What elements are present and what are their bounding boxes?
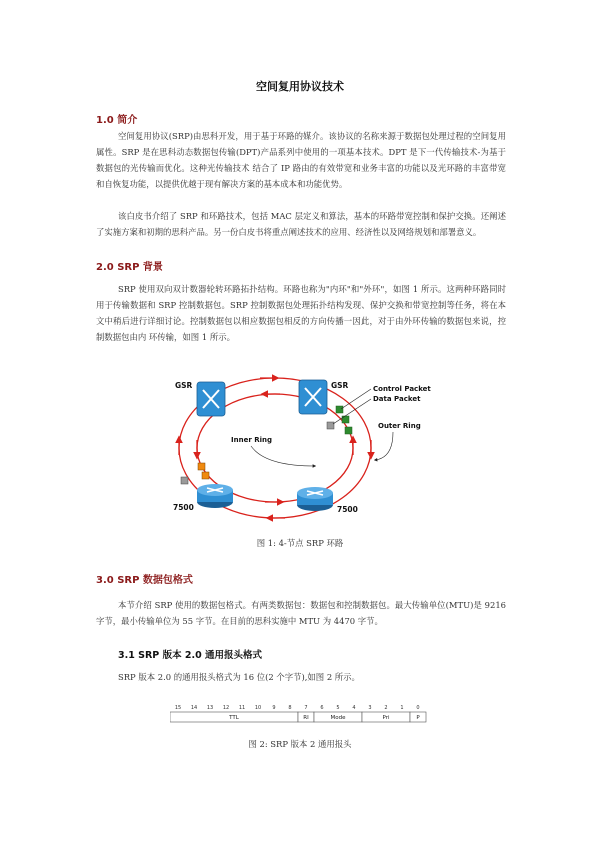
label-gsr-left: GSR bbox=[175, 381, 193, 390]
label-7500-right: 7500 bbox=[337, 505, 358, 514]
bit-label: 11 bbox=[238, 705, 246, 711]
gsr-router-left-icon bbox=[197, 382, 225, 416]
srp-header-diagram bbox=[170, 703, 434, 727]
bit-label: 12 bbox=[222, 705, 230, 711]
page-title: 空间复用协议技术 bbox=[256, 80, 344, 93]
bit-label: 5 bbox=[336, 705, 340, 711]
bit-label: 4 bbox=[352, 705, 356, 711]
bit-label: 2 bbox=[384, 705, 388, 711]
header-field-label: TTL bbox=[229, 715, 239, 721]
control-packet-pointer bbox=[341, 389, 371, 409]
label-control-packet: Control Packet bbox=[373, 385, 431, 393]
bit-label: 15 bbox=[174, 705, 182, 711]
data-packet-icon bbox=[327, 422, 334, 429]
router-7500-right-icon bbox=[297, 487, 333, 511]
section-1-paragraph-2: 该白皮书介绍了 SRP 和环路技术，包括 MAC 层定义和算法，基本的环路带宽控制和保护交换。还阐述了实施方案和初期的思科产品。另一份白皮书将重点阐述技术的应用、经济性以及网络规划和部署意义。 bbox=[96, 211, 506, 237]
label-7500-left: 7500 bbox=[173, 503, 194, 512]
header-field-label: P bbox=[416, 715, 420, 721]
outer-ring-pointer bbox=[375, 432, 393, 460]
section-1-paragraph-1: 空间复用协议(SRP)由思科开发，用于基于环路的媒介。该协议的名称来源于数据包处理过程的空间复用属性。SRP 是在思科动态数据包传输(DPT)产品系列中使用的一项基本技术。DPT 是下一代传输技术-为基于数据包的光传输而优化。这种光传输技术 结合了 IP 路由的有效带宽和业务丰富的功能以及光环路的丰富带宽和自恢复功能，以提供优越于现有解决方案的基本成本和功能优势。 bbox=[96, 131, 506, 189]
bit-label: 14 bbox=[190, 705, 198, 711]
bit-label: 1 bbox=[400, 705, 404, 711]
bit-label: 3 bbox=[368, 705, 372, 711]
figure-2-caption: 图 2: SRP 版本 2 通用报头 bbox=[248, 739, 352, 749]
section-2-heading: 2.0 SRP 背景 bbox=[96, 262, 163, 273]
section-1-heading: 1.0 简介 bbox=[96, 115, 138, 126]
header-field-label: Pri bbox=[382, 715, 390, 721]
label-gsr-right: GSR bbox=[331, 381, 349, 390]
bit-label: 10 bbox=[254, 705, 262, 711]
header-field-label: Mode bbox=[330, 715, 346, 721]
section-3-1-heading: 3.1 SRP 版本 2.0 通用报头格式 bbox=[118, 650, 263, 661]
label-data-packet: Data Packet bbox=[373, 395, 421, 403]
section-3-heading: 3.0 SRP 数据包格式 bbox=[96, 575, 193, 586]
router-7500-left-icon bbox=[197, 484, 233, 508]
bit-label: 7 bbox=[304, 705, 308, 711]
gsr-router-right-icon bbox=[299, 380, 327, 414]
data-packet-icon bbox=[202, 472, 209, 479]
section-2-paragraph-1: SRP 使用双向双计数器轮转环路拓扑结构。环路也称为"内环"和"外环"，如图 1 所示。这两种环路同时用于传输数据和 SRP 控制数据包。SRP 控制数据包处理拓扑结构发现、保护交换和带宽控制等任务，将在本文中稍后进行详细讨论。控制数据包以相应数据包相反的方向传播一因此，对于由外环传输的数据包来说，控制数据包由内 环传输，如图 1 所示。 bbox=[96, 284, 506, 342]
bit-label: 8 bbox=[288, 705, 292, 711]
label-inner-ring: Inner Ring bbox=[231, 436, 272, 444]
control-packet-icon bbox=[345, 427, 352, 434]
data-packet-icon bbox=[198, 463, 205, 470]
section-3-paragraph-1: 本节介绍 SRP 使用的数据包格式。有两类数据包：数据包和控制数据包。最大传输单位(MTU)是 9216 字节，最小传输单位为 55 字节。在目前的思科实施中 MTU 为 4470 字节。 bbox=[96, 600, 506, 626]
bit-label: 0 bbox=[416, 705, 420, 711]
section-3-1-paragraph: SRP 版本 2.0 的通用报头格式为 16 位(2 个字节),如图 2 所示。 bbox=[118, 672, 360, 682]
srp-ring-diagram bbox=[165, 360, 435, 525]
header-field-label: RI bbox=[303, 715, 309, 721]
control-packet-icon bbox=[336, 406, 343, 413]
figure-1-caption: 图 1: 4-节点 SRP 环路 bbox=[256, 538, 344, 548]
inner-ring-pointer bbox=[251, 446, 315, 466]
data-packet-icon bbox=[181, 477, 188, 484]
bit-label: 13 bbox=[206, 705, 214, 711]
label-outer-ring: Outer Ring bbox=[378, 422, 421, 430]
bit-label: 6 bbox=[320, 705, 324, 711]
bit-label: 9 bbox=[272, 705, 276, 711]
